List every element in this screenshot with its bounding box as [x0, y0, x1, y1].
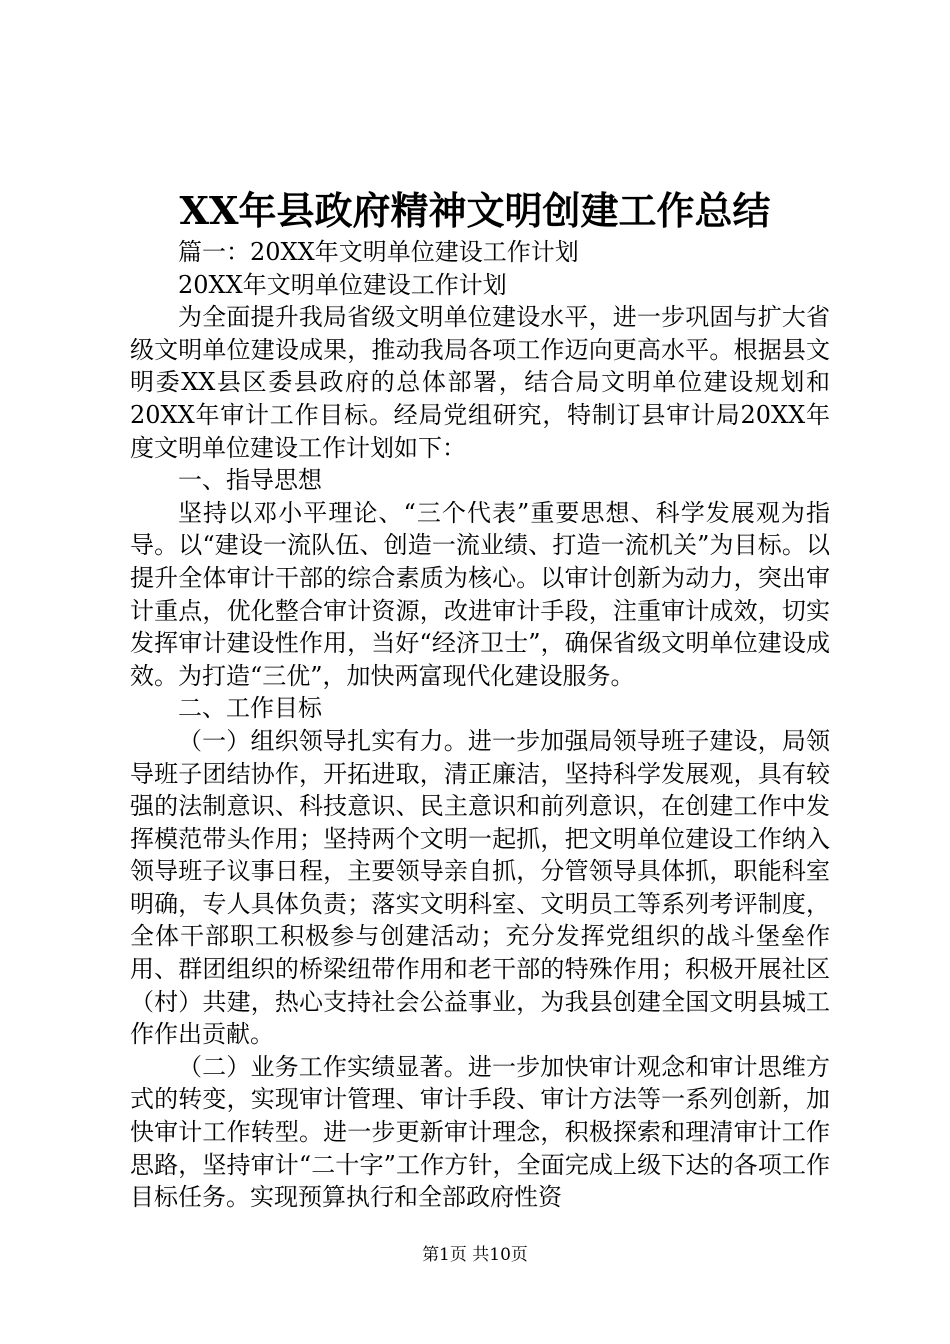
paragraph-goal-2: （二）业务工作实绩显著。进一步加快审计观念和审计思维方式的转变，实现审计管理、审计手段、审计方法等一系列创新，加快审计工作转型。进一步更新审计理念，积极探索和理清审计工作思路，坚持审计“二十字”工作方针，全面完成上级下达的各项工作目标任务。实现预算执行和全部政府性资 [130, 1052, 830, 1212]
page-footer: 第1页 共10页 [422, 1245, 528, 1265]
paragraph-guiding-ideology: 坚持以邓小平理论、“三个代表”重要思想、科学发展观为指导。以“建设一流队伍、创造一流业绩、打造一流机关”为目标。以提升全体审计干部的综合素质为核心。以审计创新为动力，突出审计重点，优化整合审计资源，改进审计手段，注重审计成效，切实发挥审计建设性作用，当好“经济卫士”，确保省级文明单位建设成效。为打造“三优”，加快两富现代化建设服务。 [130, 498, 830, 690]
section-heading-guiding-ideology: 一、指导思想 [178, 466, 322, 495]
paragraph-plan-title: 20XX年文明单位建设工作计划 [178, 270, 507, 299]
paragraph-intro: 为全面提升我局省级文明单位建设水平，进一步巩固与扩大省级文明单位建设成果，推动我局各项工作迈向更高水平。根据县文明委XX县区委县政府的总体部署，结合局文明单位建设规划和20XX年审计工作目标。经局党组研究，特制订县审计局20XX年度文明单位建设工作计划如下： [130, 303, 830, 462]
document-body [130, 236, 830, 1214]
document-title: XX年县政府精神文明创建工作总结 [179, 188, 771, 233]
paragraph-heading-part1: 篇一：20XX年文明单位建设工作计划 [178, 238, 579, 266]
section-heading-work-goals: 二、工作目标 [178, 694, 322, 723]
paragraph-goal-1: （一）组织领导扎实有力。进一步加强局领导班子建设，局领导班子团结协作，开拓进取，清正廉洁，坚持科学发展观，具有较强的法制意识、科技意识、民主意识和前列意识，在创建工作中发挥模范带头作用；坚持两个文明一起抓，把文明单位建设工作纳入领导班子议事日程，主要领导亲自抓，分管领导具体抓，职能科室明确，专人具体负责；落实文明科室、文明员工等系列考评制度，全体干部职工积极参与创建活动；充分发挥党组织的战斗堡垒作用、群团组织的桥梁纽带作用和老干部的特殊作用；积极开展社区（村）共建，热心支持社会公益事业，为我县创建全国文明县城工作作出贡献。 [130, 726, 830, 1049]
